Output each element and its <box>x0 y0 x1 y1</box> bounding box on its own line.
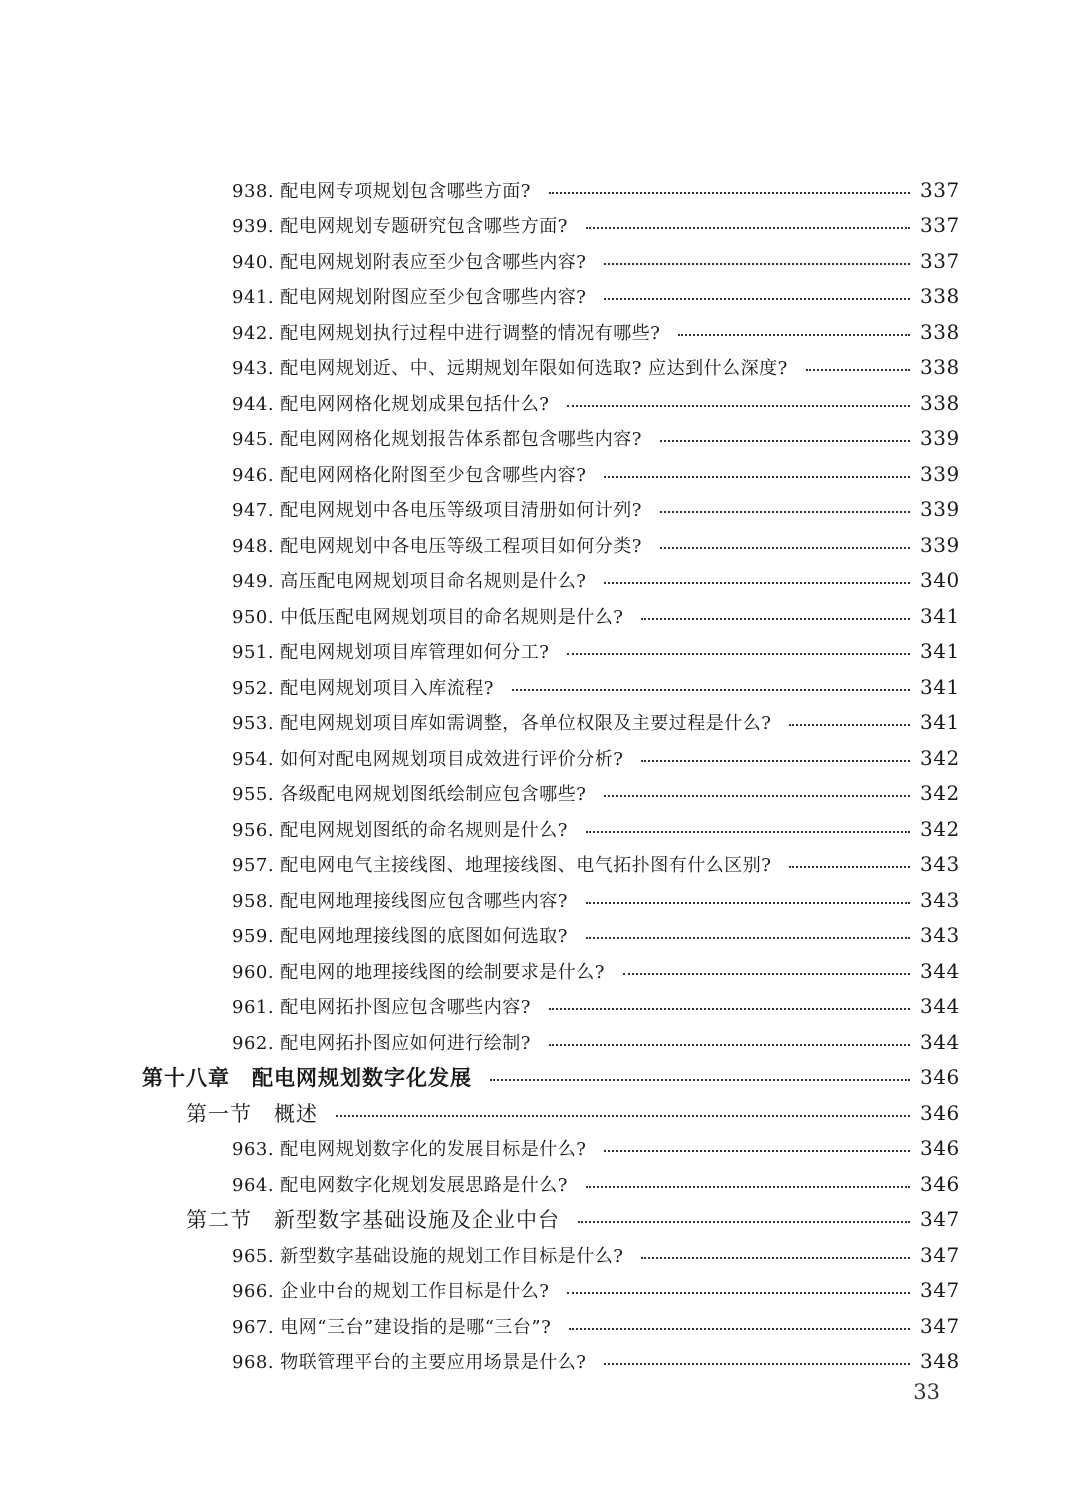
toc-entry-text: 952. 配电网规划项目入库流程? <box>232 677 494 699</box>
toc-page-number: 346 <box>920 1136 960 1161</box>
toc-question-entry <box>0 385 1080 421</box>
table-of-contents <box>0 172 1080 1379</box>
toc-section-heading <box>0 1095 1080 1131</box>
dot-leader <box>604 795 910 797</box>
toc-entry-text: 962. 配电网拓扑图应如何进行绘制? <box>232 1032 531 1054</box>
toc-page-number: 338 <box>920 390 960 415</box>
toc-chapter-heading <box>0 1060 1080 1096</box>
toc-page-number: 346 <box>920 1171 960 1196</box>
dot-leader <box>549 1044 910 1046</box>
toc-entry-text: 943. 配电网规划近、中、远期规划年限如何选取? 应达到什么深度? <box>232 358 788 380</box>
dot-leader <box>586 937 910 939</box>
page-number: 33 <box>913 1380 940 1404</box>
toc-page-number: 344 <box>920 1029 960 1054</box>
dot-leader <box>660 511 910 513</box>
dot-leader <box>336 1115 910 1117</box>
toc-section-heading <box>0 1202 1080 1238</box>
toc-question-entry <box>0 882 1080 918</box>
toc-question-entry <box>0 776 1080 812</box>
dot-leader <box>604 1150 910 1152</box>
toc-question-entry <box>0 563 1080 599</box>
toc-question-entry <box>0 243 1080 279</box>
toc-page-number: 343 <box>920 887 960 912</box>
dot-leader <box>604 476 910 478</box>
dot-leader <box>660 440 910 442</box>
toc-question-entry <box>0 1308 1080 1344</box>
toc-page-number: 339 <box>920 532 960 557</box>
dot-leader <box>641 760 910 762</box>
toc-entry-text: 954. 如何对配电网规划项目成效进行评价分析? <box>232 748 624 770</box>
toc-page-number: 341 <box>920 710 960 735</box>
toc-entry-text: 938. 配电网专项规划包含哪些方面? <box>232 180 531 202</box>
toc-question-entry <box>0 1131 1080 1167</box>
toc-entry-text: 941. 配电网规划附图应至少包含哪些内容? <box>232 287 587 309</box>
dot-leader <box>578 1221 910 1223</box>
toc-entry-text: 939. 配电网规划专题研究包含哪些方面? <box>232 216 568 238</box>
toc-entry-text: 949. 高压配电网规划项目命名规则是什么? <box>232 571 587 593</box>
toc-page-number: 342 <box>920 745 960 770</box>
dot-leader <box>660 547 910 549</box>
dot-leader <box>604 298 910 300</box>
toc-entry-text: 963. 配电网规划数字化的发展目标是什么? <box>232 1139 587 1161</box>
dot-leader <box>641 1257 910 1259</box>
toc-page-number: 347 <box>920 1278 960 1303</box>
dot-leader <box>604 582 910 584</box>
toc-entry-text: 945. 配电网网格化规划报告体系都包含哪些内容? <box>232 429 642 451</box>
toc-page-number: 346 <box>920 1065 960 1090</box>
dot-leader <box>569 1328 910 1330</box>
toc-entry-text: 第一节 概述 <box>186 1101 318 1126</box>
toc-page-number: 341 <box>920 603 960 628</box>
dot-leader <box>512 689 910 691</box>
toc-question-entry <box>0 918 1080 954</box>
dot-leader <box>789 724 910 726</box>
toc-question-entry <box>0 492 1080 528</box>
toc-question-entry <box>0 598 1080 634</box>
toc-entry-text: 967. 电网“三台”建设指的是哪“三台”? <box>232 1316 552 1338</box>
toc-entry-text: 950. 中低压配电网规划项目的命名规则是什么? <box>232 606 624 628</box>
dot-leader <box>567 405 910 407</box>
toc-page-number: 341 <box>920 674 960 699</box>
dot-leader <box>549 1008 910 1010</box>
toc-page-number: 337 <box>920 213 960 238</box>
toc-question-entry <box>0 669 1080 705</box>
toc-page-number: 348 <box>920 1349 960 1374</box>
toc-question-entry <box>0 1273 1080 1309</box>
toc-entry-text: 940. 配电网规划附表应至少包含哪些内容? <box>232 251 587 273</box>
toc-entry-text: 958. 配电网地理接线图应包含哪些内容? <box>232 890 568 912</box>
toc-page-number: 339 <box>920 426 960 451</box>
toc-entry-text: 948. 配电网规划中各电压等级工程项目如何分类? <box>232 535 642 557</box>
toc-question-entry <box>0 740 1080 776</box>
toc-entry-text: 957. 配电网电气主接线图、地理接线图、电气拓扑图有什么区别? <box>232 855 772 877</box>
dot-leader <box>789 866 910 868</box>
toc-entry-text: 964. 配电网数字化规划发展思路是什么? <box>232 1174 568 1196</box>
toc-question-entry <box>0 172 1080 208</box>
dot-leader <box>623 973 910 975</box>
toc-page-number: 347 <box>920 1242 960 1267</box>
toc-page-number: 347 <box>920 1207 960 1232</box>
toc-question-entry <box>0 421 1080 457</box>
toc-entry-text: 944. 配电网网格化规划成果包括什么? <box>232 393 550 415</box>
toc-page-number: 338 <box>920 284 960 309</box>
toc-question-entry <box>0 1024 1080 1060</box>
toc-question-entry <box>0 1166 1080 1202</box>
toc-question-entry <box>0 989 1080 1025</box>
toc-entry-text: 955. 各级配电网规划图纸绘制应包含哪些? <box>232 784 587 806</box>
toc-entry-text: 942. 配电网规划执行过程中进行调整的情况有哪些? <box>232 322 661 344</box>
toc-entry-text: 960. 配电网的地理接线图的绘制要求是什么? <box>232 961 605 983</box>
toc-page-number: 344 <box>920 958 960 983</box>
toc-entry-text: 959. 配电网地理接线图的底图如何选取? <box>232 926 568 948</box>
toc-page-number: 343 <box>920 852 960 877</box>
toc-page-number: 347 <box>920 1313 960 1338</box>
toc-entry-text: 968. 物联管理平台的主要应用场景是什么? <box>232 1352 587 1374</box>
dot-leader <box>806 369 910 371</box>
toc-question-entry <box>0 705 1080 741</box>
toc-page-number: 338 <box>920 355 960 380</box>
toc-question-entry <box>0 527 1080 563</box>
toc-entry-text: 956. 配电网规划图纸的命名规则是什么? <box>232 819 568 841</box>
toc-question-entry <box>0 953 1080 989</box>
toc-entry-text: 966. 企业中台的规划工作目标是什么? <box>232 1281 550 1303</box>
toc-page-number: 343 <box>920 923 960 948</box>
toc-entry-text: 946. 配电网网格化附图至少包含哪些内容? <box>232 464 587 486</box>
toc-question-entry <box>0 634 1080 670</box>
toc-entry-text: 947. 配电网规划中各电压等级项目清册如何计列? <box>232 500 642 522</box>
toc-page-number: 342 <box>920 781 960 806</box>
toc-page-number: 338 <box>920 319 960 344</box>
toc-entry-text: 953. 配电网规划项目库如需调整，各单位权限及主要过程是什么? <box>232 713 772 735</box>
toc-question-entry <box>0 811 1080 847</box>
toc-question-entry <box>0 1344 1080 1380</box>
dot-leader <box>641 618 910 620</box>
toc-page-number: 339 <box>920 497 960 522</box>
dot-leader <box>586 902 910 904</box>
toc-question-entry <box>0 1237 1080 1273</box>
dot-leader <box>549 192 910 194</box>
dot-leader <box>586 831 910 833</box>
toc-question-entry <box>0 208 1080 244</box>
toc-question-entry <box>0 350 1080 386</box>
toc-entry-text: 第十八章 配电网规划数字化发展 <box>142 1065 472 1091</box>
toc-page-number: 339 <box>920 461 960 486</box>
toc-page-number: 337 <box>920 177 960 202</box>
toc-question-entry <box>0 279 1080 315</box>
toc-entry-text: 第二节 新型数字基础设施及企业中台 <box>186 1208 560 1233</box>
toc-page-number: 340 <box>920 568 960 593</box>
dot-leader <box>604 263 910 265</box>
toc-page-number: 346 <box>920 1100 960 1125</box>
toc-entry-text: 951. 配电网规划项目库管理如何分工? <box>232 642 550 664</box>
toc-question-entry <box>0 456 1080 492</box>
toc-question-entry <box>0 314 1080 350</box>
toc-entry-text: 965. 新型数字基础设施的规划工作目标是什么? <box>232 1245 624 1267</box>
toc-page-number: 342 <box>920 816 960 841</box>
dot-leader <box>678 334 910 336</box>
dot-leader <box>490 1079 910 1081</box>
dot-leader <box>567 653 910 655</box>
toc-entry-text: 961. 配电网拓扑图应包含哪些内容? <box>232 997 531 1019</box>
toc-page-number: 341 <box>920 639 960 664</box>
toc-question-entry <box>0 847 1080 883</box>
dot-leader <box>604 1363 910 1365</box>
dot-leader <box>567 1292 910 1294</box>
toc-page-number: 344 <box>920 994 960 1019</box>
dot-leader <box>586 1186 910 1188</box>
dot-leader <box>586 227 910 229</box>
toc-page-number: 337 <box>920 248 960 273</box>
